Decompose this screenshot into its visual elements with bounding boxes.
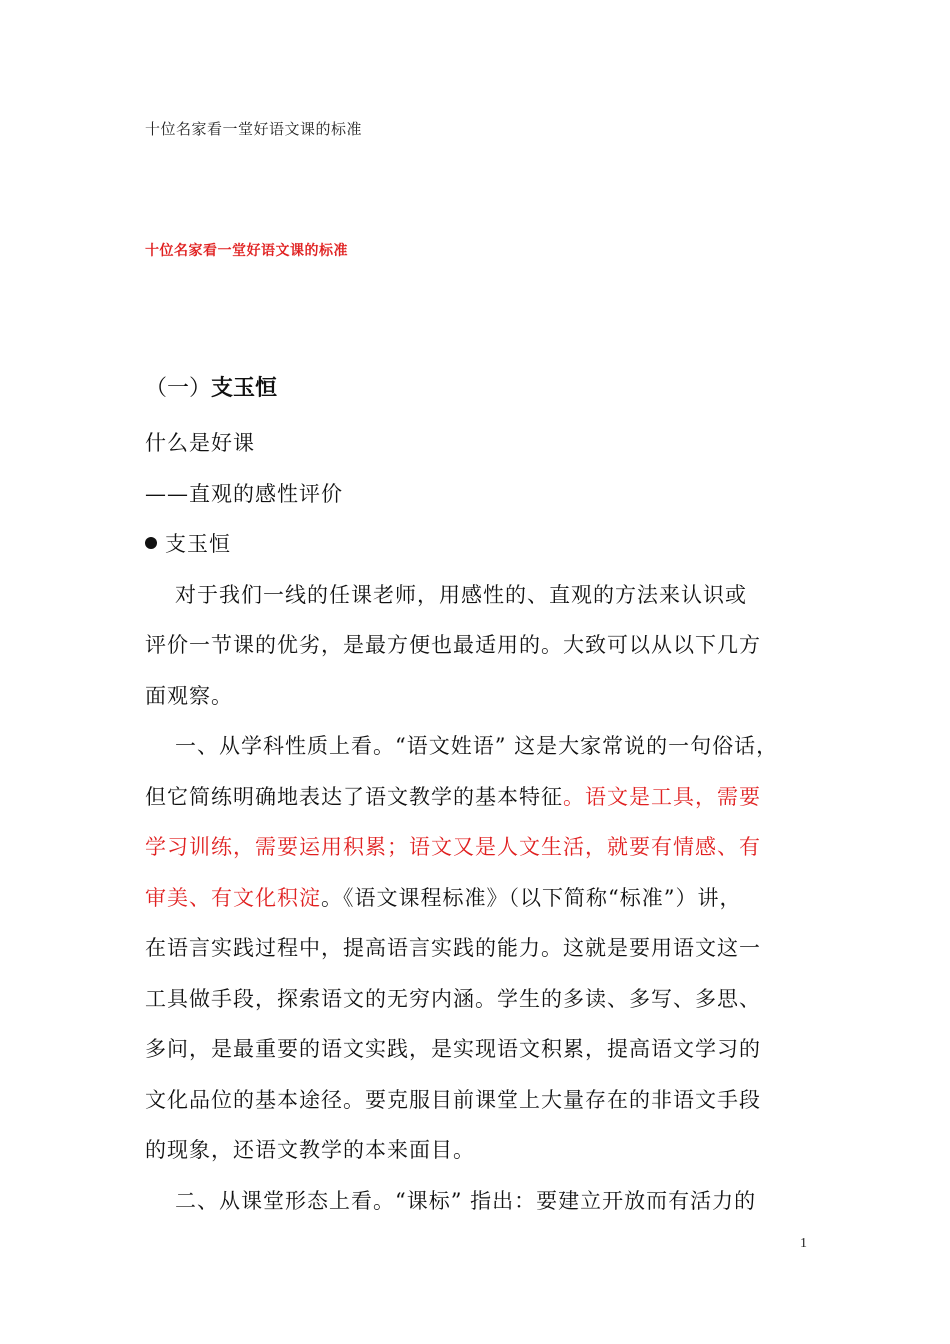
text-span: 但它简练明确地表达了语文教学的基本特征 (145, 784, 563, 809)
author-line (145, 519, 825, 570)
document-title: 十位名家看一堂好语文课的标准 (145, 243, 348, 259)
body-text (145, 418, 825, 1226)
section-heading (145, 371, 277, 402)
highlight-line: 学习训练，需要运用积累；语文又是人文生活，就要有情感、有 (145, 835, 761, 859)
paragraph-line: 一、从学科性质上看。“语文姓语” 这是大家常说的一句俗话， (175, 734, 779, 758)
paragraph-line: 二、从课堂形态上看。“课标” 指出：要建立开放而有活力的 (175, 1188, 757, 1213)
paragraph-line: 评价一节课的优劣，是最方便也最适用的。大致可以从以下几方 (145, 633, 761, 657)
author-name: 支玉恒 (165, 532, 231, 556)
highlight-text: 。语文是工具，需要 (563, 784, 761, 809)
paragraph-line: 多问，是最重要的语文实践，是实现语文积累，提高语文学习的 (145, 1037, 761, 1061)
paragraph-line: 的现象，还语文教学的本来面目。 (145, 1138, 475, 1162)
paragraph-line (145, 873, 825, 924)
running-header: 十位名家看一堂好语文课的标准 (145, 120, 363, 138)
section-prefix: （一） (145, 376, 212, 401)
paragraph-line: 在语言实践过程中，提高语言实践的能力。这就是要用语文这一 (145, 936, 761, 960)
bullet-icon (145, 537, 157, 549)
section-name: 支玉恒 (211, 376, 278, 401)
paragraph-line (145, 772, 825, 823)
text-span: 。《语文课程标准》（以下简称“标准”）讲， (321, 885, 742, 910)
paragraph-line: 对于我们一线的任课老师，用感性的、直观的方法来认识或 (175, 582, 747, 607)
highlight-text: 审美、有文化积淀 (145, 885, 321, 910)
page-number: 1 (800, 1236, 807, 1251)
paragraph-line: 面观察。 (145, 683, 233, 708)
paragraph-line: 文化品位的基本途径。要克服目前课堂上大量存在的非语文手段 (145, 1087, 761, 1112)
subtitle: 什么是好课 (145, 431, 255, 455)
paragraph-line: 工具做手段，探索语文的无穷内涵。学生的多读、多写、多思、 (145, 986, 761, 1011)
subtitle-2: ——直观的感性评价 (145, 481, 343, 506)
